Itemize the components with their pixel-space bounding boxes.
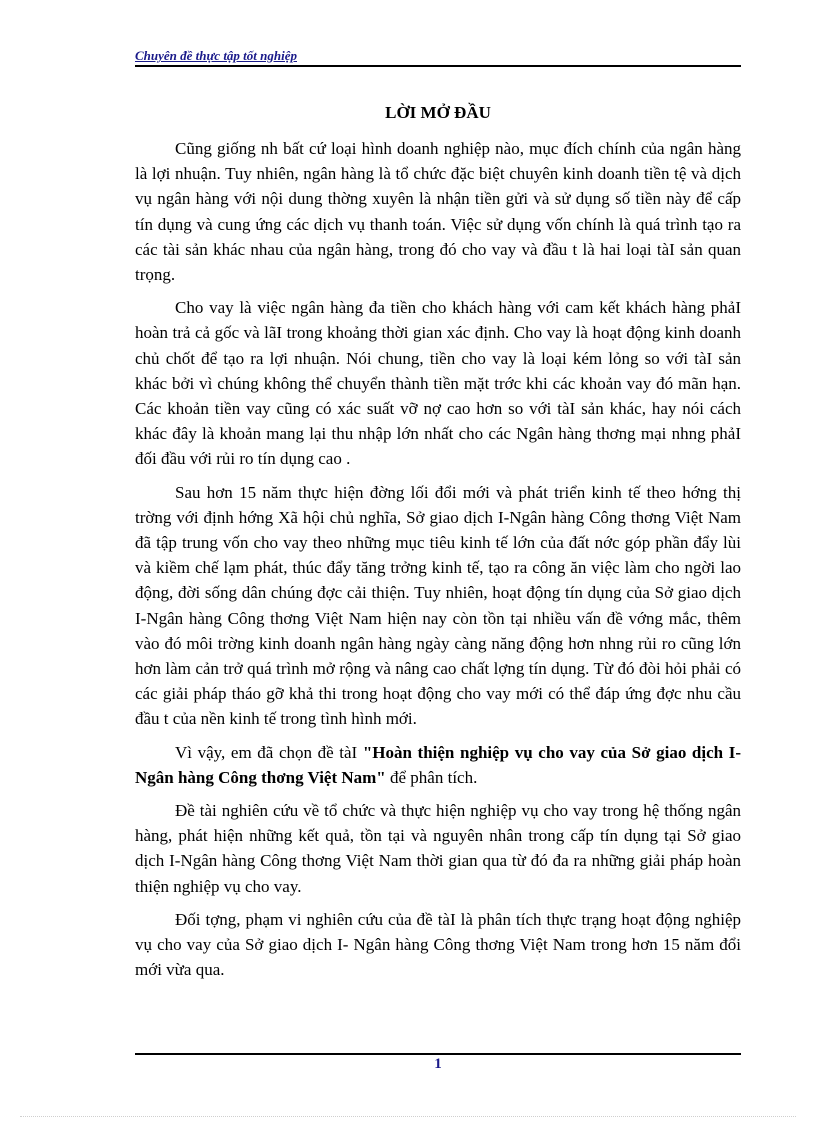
paragraph-3: Sau hơn 15 năm thực hiện đờng lối đổi mới và phát triển kinh tế theo hớng thị trờng với định hớng Xã hội chủ nghĩa, Sở giao dịch I-Ngân hàng Công thơng Việt Nam đã tập trung vốn cho vay theo những mục tiêu kinh tế lớn của đất nớc góp phần đẩy lùi và kiềm chế lạm phát, thúc đẩy tăng trởng kinh tế, tạo ra công ăn việc làm cho ngời lao động, đời sống dân chúng đợc cải thiện. Tuy nhiên, hoạt động tín dụng của Sở giao dịch I-Ngân hàng Công thơng Việt Nam hiện nay còn tồn tại nhiều vấn đề vớng mắc, thêm vào đó môi trờng kinh doanh ngân hàng ngày càng năng động hơn nhng rủi ro cũng lớn hơn làm cản trở quá trình mở rộng và nâng cao chất lợng tín dụng. Từ đó đòi hỏi phải có các giải pháp tháo gỡ khả thi trong hoạt động cho vay mới có thể đáp ứng đợc nhu cầu đầu t của nền kinh tế trong tình hình mới. [135, 482, 741, 729]
paragraph-1: Cũng giống nh bất cứ loại hình doanh nghiệp nào, mục đích chính của ngân hàng là lợi nhuận. Tuy nhiên, ngân hàng là tổ chức đặc biệt chuyên kinh doanh tiền tệ và dịch vụ ngân hàng với nội dung thờng xuyên là nhận tiền gửi và sử dụng số tiền này để cấp tín dụng và cung ứng các dịch vụ thanh toán. Việc sử dụng vốn chính là quá trình tạo ra các tài sản khác nhau của ngân hàng, trong đó cho vay và đầu t là hai loại tàI sản quan trọng. [135, 139, 741, 285]
paragraph-topic [135, 740, 741, 790]
page-edge-divider [20, 1116, 796, 1117]
footer-rule [135, 1053, 741, 1055]
header-rule [135, 65, 741, 67]
page-number: 1 [434, 1056, 442, 1072]
topic-prefix: Vì vậy, em đã chọn đề tàI [175, 742, 363, 762]
paragraph-6: Đối tợng, phạm vi nghiên cứu của đề tàI là phân tích thực trạng hoạt động nghiệp vụ cho vay của Sở giao dịch I- Ngân hàng Công thơng Việt Nam trong hơn 15 năm đổi mới vừa qua. [135, 909, 741, 980]
topic-title: "Hoàn thiện nghiệp vụ cho vay của Sở giao dịch I- Ngân hàng Công thơng Việt Nam" [135, 742, 742, 787]
page-title: LỜI MỞ ĐẦU [385, 103, 491, 122]
paragraph-2: Cho vay là việc ngân hàng đa tiền cho khách hàng với cam kết khách hàng phảI hoàn trả cả gốc và lãI trong khoảng thời gian xác định. Cho vay là hoạt động kinh doanh chủ chốt để tạo ra lợi nhuận. Nói chung, tiền cho vay là loại kém lỏng so với tàI sản khác bởi vì chúng không thể chuyển thành tiền mặt trớc khi các khoản vay đó mãn hạn. Các khoản tiền vay cũng có xác suất vỡ nợ cao hơn so với tàI sản khác, hay nói cách khác đây là khoản mang lại thu nhập lớn nhất cho các Ngân hàng thơng mại nhng phảI đối đầu với rủi ro tín dụng cao . [135, 298, 741, 469]
topic-suffix: để phân tích. [385, 767, 478, 787]
running-header: Chuyên đề thực tập tốt nghiệp [135, 48, 297, 63]
body-text [135, 136, 741, 991]
paragraph-5: Đề tài nghiên cứu về tổ chức và thực hiện nghiệp vụ cho vay trong hệ thống ngân hàng, phát hiện những kết quả, tồn tại và nguyên nhân trong cấp tín dụng tại Sở giao dịch I-Ngân hàng Công thơng Việt Nam thời gian qua từ đó đa ra những giải pháp hoàn thiện nghiệp vụ cho vay. [135, 801, 741, 896]
